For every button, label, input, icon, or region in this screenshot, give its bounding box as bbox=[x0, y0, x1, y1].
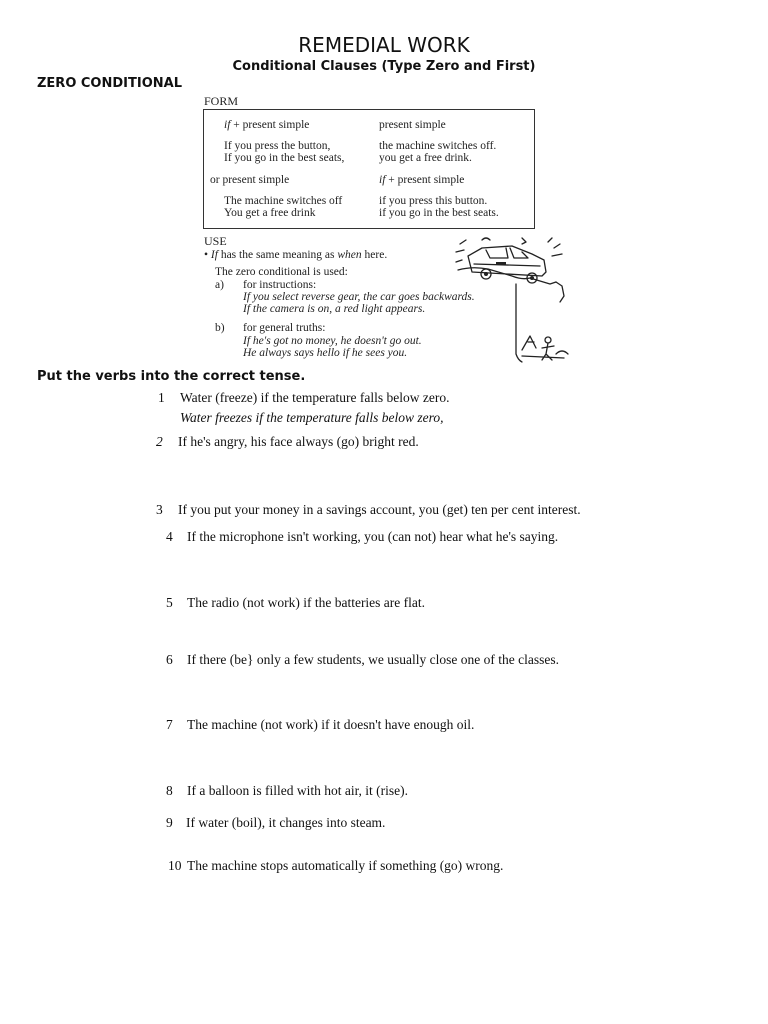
exercise-number: 8 bbox=[166, 783, 173, 798]
form-label: FORM bbox=[204, 94, 239, 108]
example-answer: Water freezes if the temperature falls below zero, bbox=[180, 410, 444, 425]
use-a-marker: a) bbox=[215, 279, 224, 291]
use-intro: The zero conditional is used: bbox=[215, 266, 348, 278]
exercise-item: If the microphone isn't working, you (can not) hear what he's saying. bbox=[187, 529, 559, 544]
exercise-number: 2 bbox=[156, 434, 163, 449]
exercise-item: If there (be} only a few students, we usually close one of the classes. bbox=[187, 652, 559, 667]
exercise-number: 3 bbox=[156, 502, 163, 517]
exercise-number: 5 bbox=[166, 595, 173, 610]
use-b-marker: b) bbox=[215, 322, 225, 334]
section-heading: ZERO CONDITIONAL bbox=[37, 76, 182, 91]
form-cell: if you press this button. bbox=[379, 195, 488, 207]
exercise-number: 9 bbox=[166, 815, 173, 830]
form-cell: the machine switches off. bbox=[379, 140, 497, 152]
use-b-label: for general truths: bbox=[243, 322, 326, 334]
exercise-item: If a balloon is filled with hot air, it (rise). bbox=[187, 783, 409, 798]
use-a-example: If you select reverse gear, the car goes backwards. bbox=[243, 291, 475, 303]
exercise-instruction: Put the verbs into the correct tense. bbox=[37, 369, 306, 384]
exercise-item: Water (freeze) if the temperature falls below zero. bbox=[180, 390, 450, 405]
exercise-item: The radio (not work) if the batteries are flat. bbox=[187, 595, 426, 610]
exercise-number: 4 bbox=[166, 529, 173, 544]
exercise-item: If he's angry, his face always (go) bright red. bbox=[178, 434, 419, 449]
form-cell: The machine switches off bbox=[224, 195, 343, 207]
use-bullet: • If has the same meaning as when here. bbox=[204, 249, 388, 261]
form-cell: if you go in the best seats. bbox=[379, 207, 499, 219]
exercise-item: The machine (not work) if it doesn't have enough oil. bbox=[187, 717, 475, 732]
page-subtitle: Conditional Clauses (Type Zero and First) bbox=[232, 59, 536, 74]
use-b-example: If he's got no money, he doesn't go out. bbox=[243, 335, 422, 347]
exercise-number: 1 bbox=[158, 390, 165, 405]
exercise-number: 7 bbox=[166, 717, 173, 732]
form-cell: If you press the button, bbox=[224, 140, 331, 152]
car-cliff-illustration bbox=[452, 236, 578, 364]
exercise-number: 10 bbox=[168, 858, 182, 873]
use-label: USE bbox=[204, 234, 227, 248]
exercise-item: If you put your money in a savings account, you (get) ten per cent interest. bbox=[178, 502, 581, 517]
exercise-item: The machine stops automatically if something (go) wrong. bbox=[187, 858, 504, 873]
form-cell: You get a free drink bbox=[224, 207, 316, 219]
use-a-label: for instructions: bbox=[243, 279, 317, 291]
form-cell: if + present simple bbox=[224, 119, 310, 131]
form-cell: you get a free drink. bbox=[379, 152, 472, 164]
form-cell: If you go in the best seats, bbox=[224, 152, 345, 164]
exercise-number: 6 bbox=[166, 652, 173, 667]
use-b-example: He always says hello if he sees you. bbox=[243, 347, 408, 359]
form-table bbox=[203, 109, 535, 229]
form-cell: if + present simple bbox=[379, 174, 465, 186]
page-title: REMEDIAL WORK bbox=[298, 33, 470, 57]
exercise-item: If water (boil), it changes into steam. bbox=[186, 815, 386, 830]
form-cell: or present simple bbox=[210, 174, 290, 186]
bullet-icon: • bbox=[204, 249, 209, 261]
form-cell: present simple bbox=[379, 119, 446, 131]
use-a-example: If the camera is on, a red light appears. bbox=[243, 303, 426, 315]
